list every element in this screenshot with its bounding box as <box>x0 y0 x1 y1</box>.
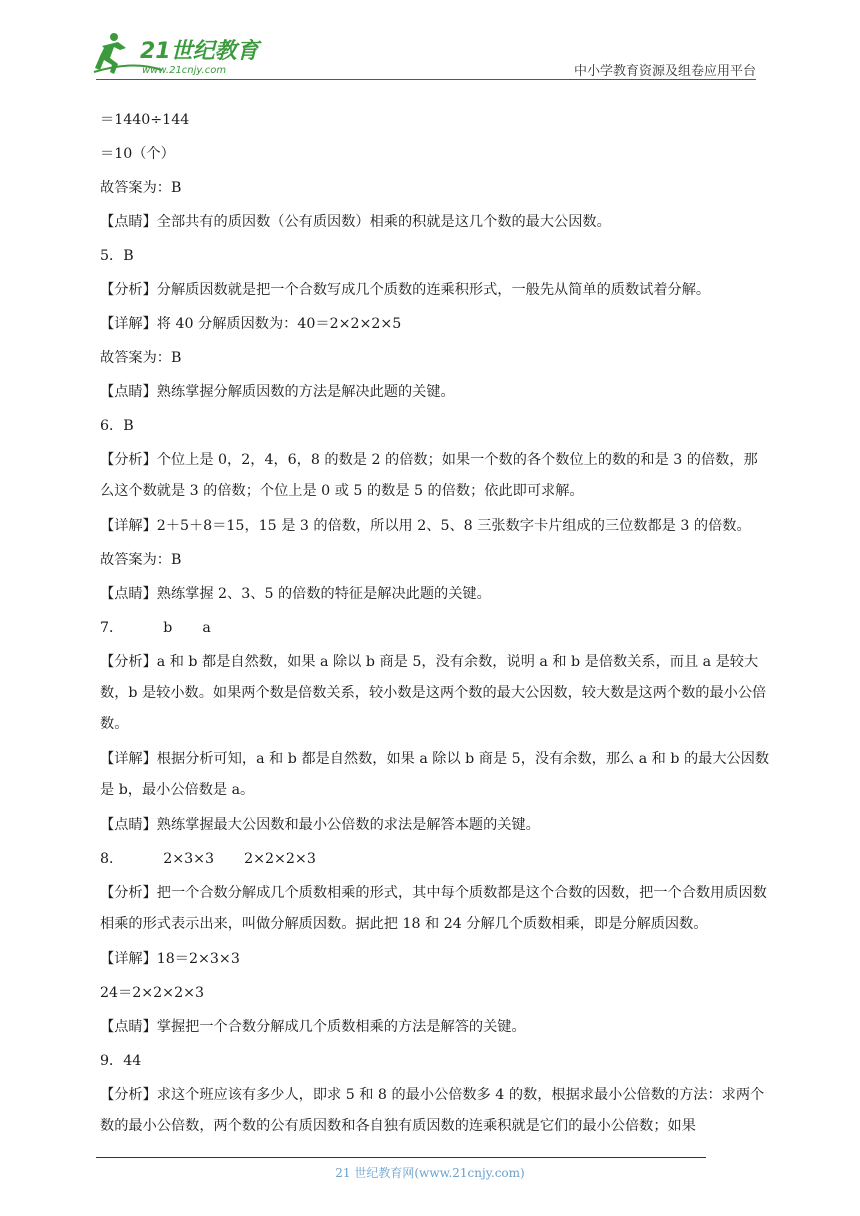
question-7-answer <box>100 611 770 645</box>
question-number: 5．B <box>100 248 134 264</box>
text-line: 【点睛】掌握把一个合数分解成几个质数相乘的方法是解答的关键。 <box>100 1019 526 1035</box>
text-line: 故答案为：B <box>100 552 182 568</box>
runner-logo-icon <box>92 30 262 80</box>
question-number: 8． <box>100 851 124 867</box>
logo <box>92 30 262 80</box>
footer-divider <box>96 1157 706 1158</box>
question-number: 9．44 <box>100 1053 142 1069</box>
text-paragraph: 【详解】根据分析可知，a 和 b 都是自然数，如果 a 除以 b 商是 5，没有余数，那么 a 和 b 的最大公因数是 b，最小公倍数是 a。 <box>100 751 770 798</box>
text-line: 【点睛】全部共有的质因数（公有质因数）相乘的积就是这几个数的最大公因数。 <box>100 214 611 230</box>
text-line: ＝10（个） <box>100 146 175 162</box>
document-body <box>100 103 770 1144</box>
question-8-answer <box>100 842 770 876</box>
text-line: 【详解】将 40 分解质因数为：40＝2×2×2×5 <box>100 316 402 332</box>
text-line: 【点睛】熟练掌握分解质因数的方法是解决此题的关键。 <box>100 384 455 400</box>
text-line: ＝1440÷144 <box>100 112 190 128</box>
text-line: 【点睛】熟练掌握最大公因数和最小公倍数的求法是解答本题的关键。 <box>100 817 540 833</box>
svg-text:www.21cnjy.com: www.21cnjy.com <box>142 65 227 76</box>
answer-blank: 2×3×3 <box>163 851 215 867</box>
text-line: 【详解】2＋5＋8＝15，15 是 3 的倍数，所以用 2、5、8 三张数字卡片组成的三位数都是 3 的倍数。 <box>100 518 751 534</box>
text-line: 【详解】18＝2×3×3 <box>100 951 240 967</box>
header-divider <box>96 79 756 80</box>
answer-blank: b <box>163 620 173 636</box>
text-line: 24＝2×2×2×3 <box>100 985 205 1001</box>
answer-blank: 2×2×2×3 <box>244 851 316 867</box>
text-paragraph: 【分析】个位上是 0，2，4，6，8 的数是 2 的倍数；如果一个数的各个数位上的数的和是 3 的倍数，那么这个数就是 3 的倍数；个位上是 0 或 5 的数是 5 的倍数；依此即可求解。 <box>100 452 758 499</box>
text-line: 【点睛】熟练掌握 2、3、5 的倍数的特征是解决此题的关键。 <box>100 586 491 602</box>
text-paragraph: 【分析】把一个合数分解成几个质数相乘的形式，其中每个质数都是这个合数的因数，把一个合数用质因数相乘的形式表示出来，叫做分解质因数。据此把 18 和 24 分解几个质数相乘，即是分解质因数。 <box>100 885 767 932</box>
text-line: 故答案为：B <box>100 180 182 196</box>
text-paragraph: 【分析】a 和 b 都是自然数，如果 a 除以 b 商是 5，没有余数，说明 a 和 b 是倍数关系，而且 a 是较大数，b 是较小数。如果两个数是倍数关系，较小数是这两个数的最大公因数，较大数是这两个数的最小公倍数。 <box>100 654 767 732</box>
footer-link[interactable]: 21 世纪教育网(www.21cnjy.com) <box>335 1166 525 1180</box>
text-line: 故答案为：B <box>100 350 182 366</box>
text-paragraph: 【分析】求这个班应该有多少人，即求 5 和 8 的最小公倍数多 4 的数，根据求最小公倍数的方法：求两个数的最小公倍数，两个数的公有质因数和各自独有质因数的连乘积就是它们的最小公倍数；如果 <box>100 1087 765 1134</box>
page-header <box>0 0 860 90</box>
text-line: 【分析】分解质因数就是把一个合数写成几个质数的连乘积形式，一般先从简单的质数试着分解。 <box>100 282 711 298</box>
svg-text:21世纪教育: 21世纪教育 <box>140 39 259 64</box>
question-number: 7． <box>100 620 124 636</box>
platform-name: 中小学教育资源及组卷应用平台 <box>573 64 756 79</box>
answer-blank: a <box>202 620 211 636</box>
question-number: 6．B <box>100 418 134 434</box>
